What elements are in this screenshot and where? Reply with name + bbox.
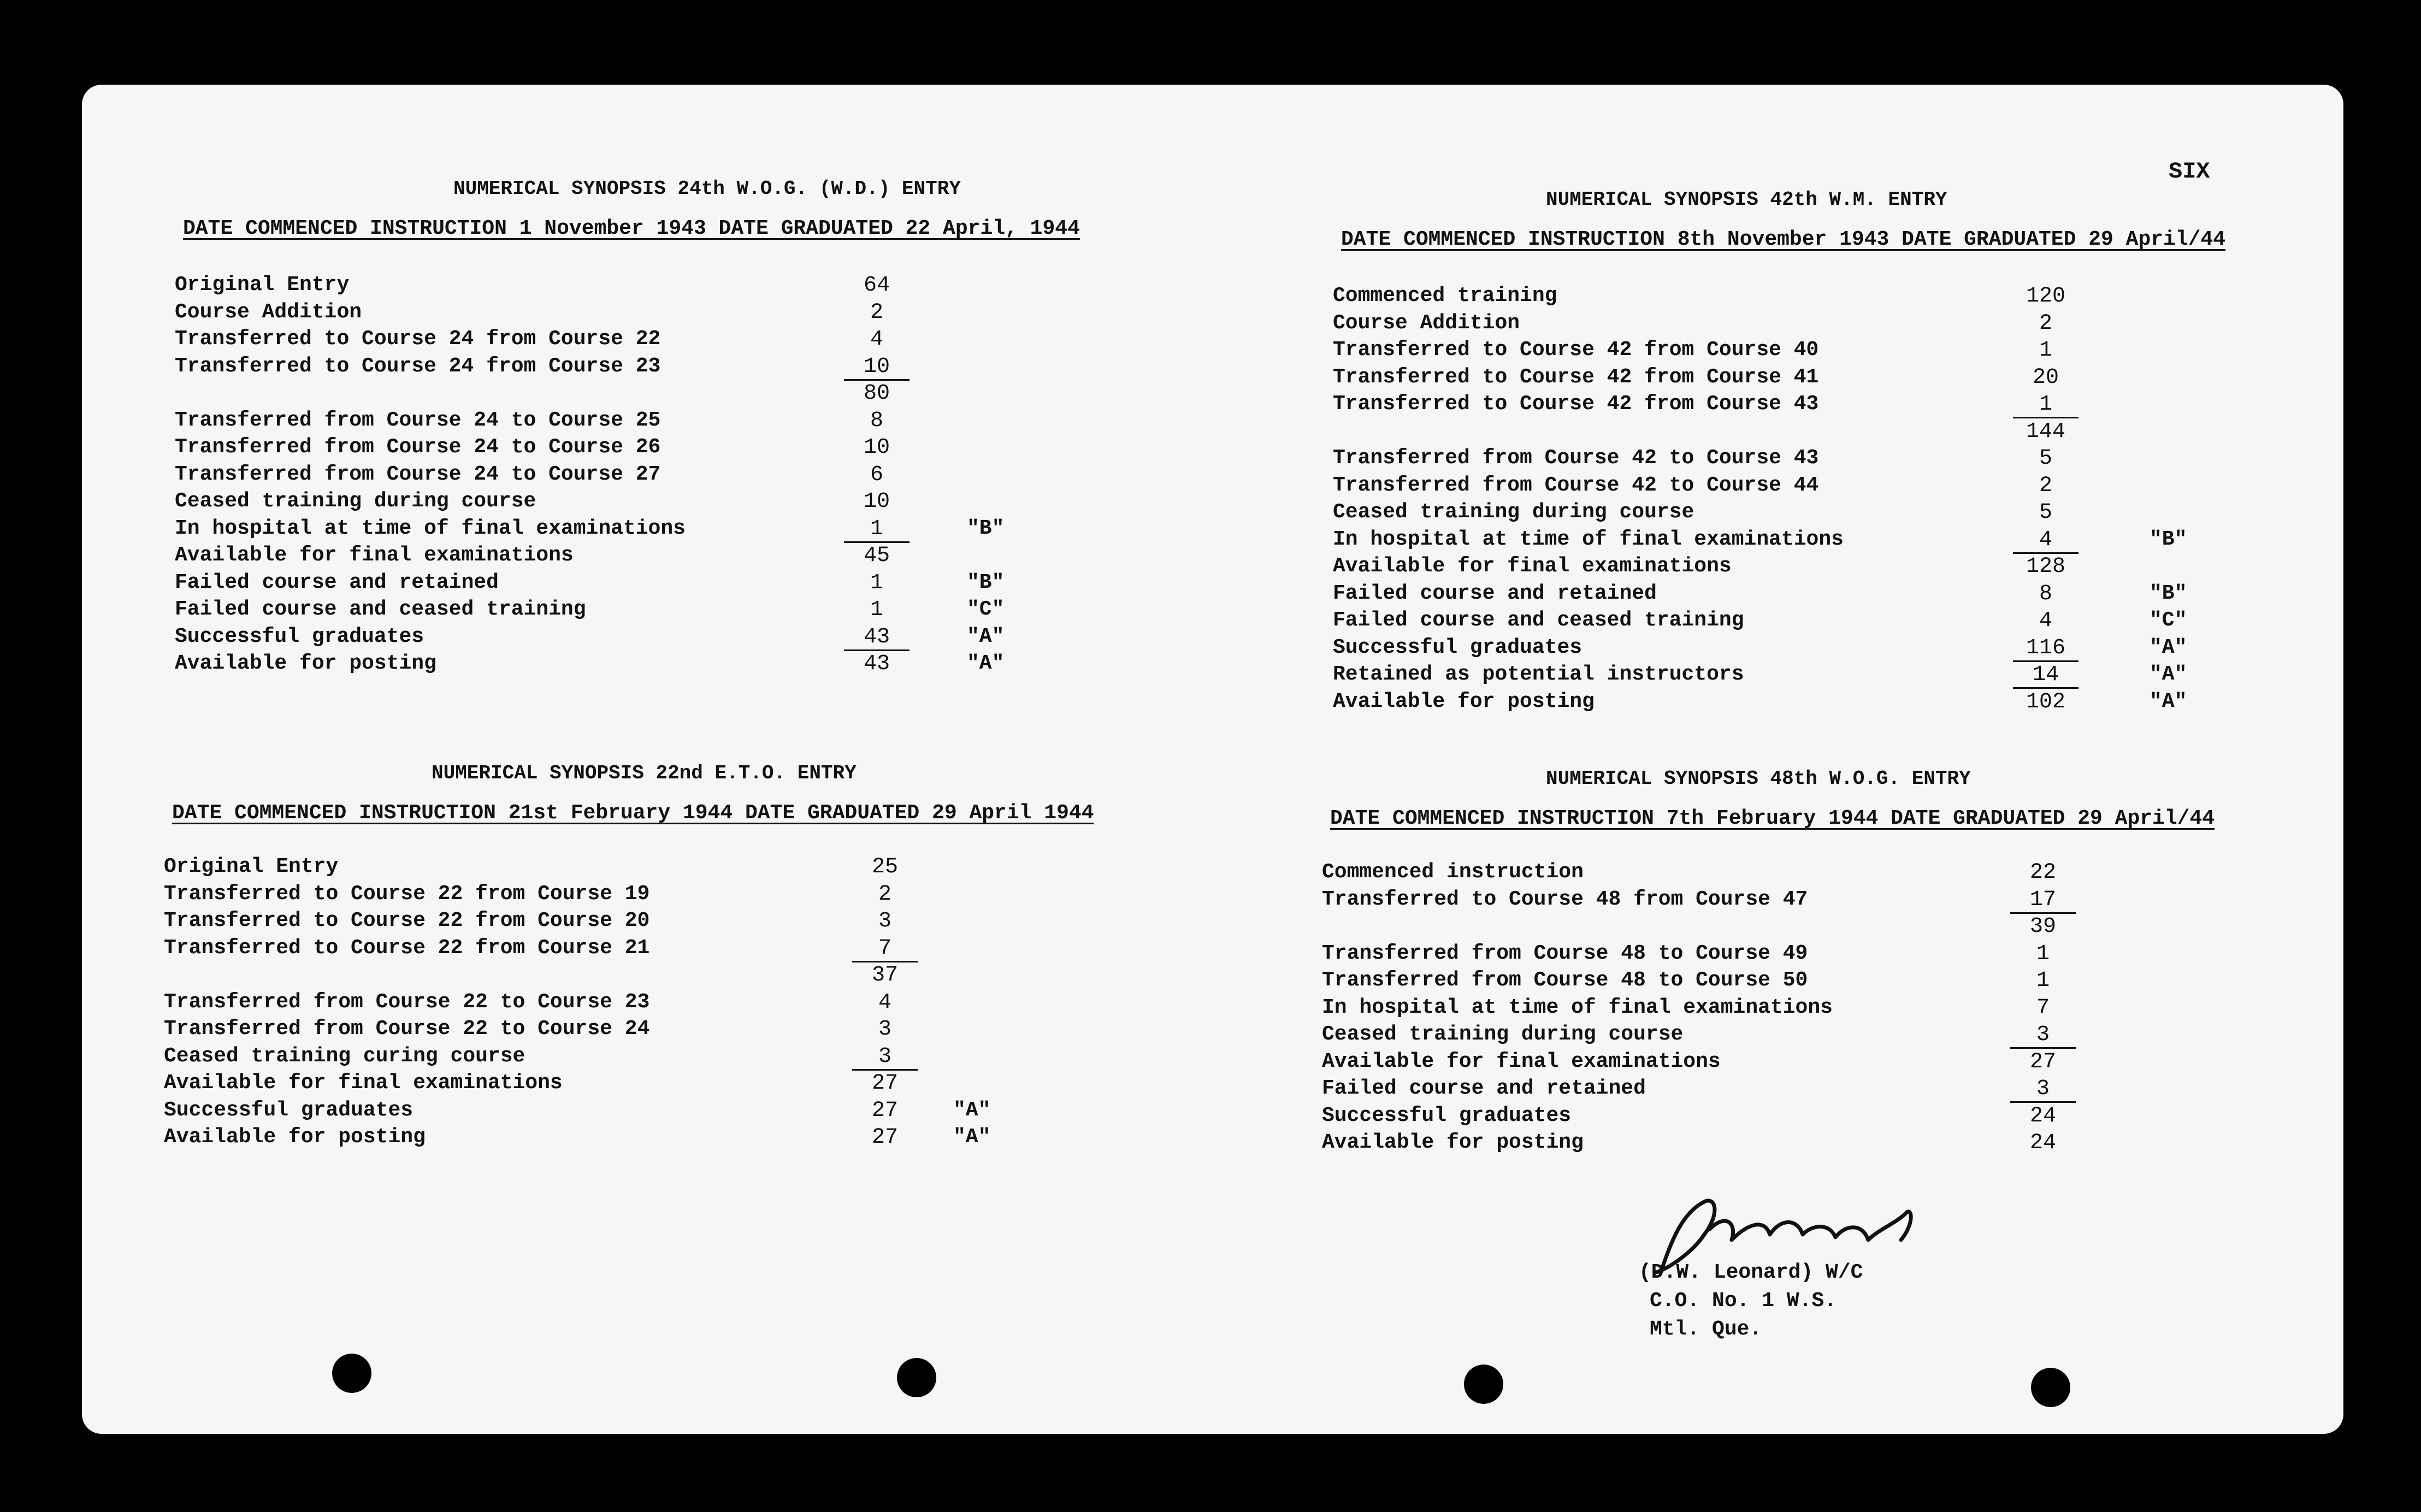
- synopsis-row: [164, 1125, 1202, 1153]
- row-label: Available for posting: [164, 1125, 426, 1149]
- row-grade: "A": [967, 624, 1005, 648]
- section-title: NUMERICAL SYNOPSIS 24th W.O.G. (W.D.) ENTRY: [453, 178, 961, 200]
- row-value: 102: [2026, 689, 2065, 714]
- row-label: Transferred from Course 24 to Course 25: [175, 408, 661, 432]
- synopsis-row: [1322, 968, 2360, 996]
- row-value: 8: [2039, 581, 2052, 606]
- row-value: 8: [870, 408, 883, 433]
- row-value: 1: [2036, 968, 2050, 993]
- section-title: NUMERICAL SYNOPSIS 42th W.M. ENTRY: [1546, 188, 1947, 211]
- row-label: Transferred from Course 22 to Course 23: [164, 990, 650, 1014]
- row-value: 39: [2029, 914, 2056, 939]
- row-value: 5: [2039, 446, 2052, 471]
- row-label: Transferred to Course 22 from Course 19: [164, 882, 650, 906]
- row-label: Successful graduates: [175, 624, 424, 648]
- row-label: Transferred to Course 42 from Course 41: [1333, 365, 1819, 389]
- synopsis-row: [175, 435, 1213, 463]
- row-label: Transferred to Course 42 from Course 40: [1333, 338, 1819, 362]
- row-value: 128: [2026, 554, 2065, 579]
- synopsis-row: [175, 625, 1213, 652]
- row-value: 4: [878, 990, 891, 1015]
- row-label: Available for posting: [1333, 689, 1595, 713]
- synopsis-row: [175, 652, 1213, 679]
- row-label: Original Entry: [175, 273, 350, 297]
- synopsis-row: [1333, 338, 2371, 365]
- synopsis-row: [1322, 1050, 2360, 1077]
- row-grade: "B": [967, 516, 1005, 540]
- punch-hole: [1464, 1365, 1503, 1404]
- synopsis-row: [175, 381, 1213, 409]
- synopsis-row: [1333, 528, 2371, 555]
- signatory-unit: C.O. No. 1 W.S.: [1650, 1289, 1837, 1313]
- row-grade: "B": [967, 570, 1005, 594]
- row-value: 43: [863, 652, 890, 676]
- row-value: 2: [2039, 473, 2052, 498]
- synopsis-row: [1333, 474, 2371, 501]
- row-value: 1: [870, 598, 883, 622]
- punch-hole: [2031, 1368, 2070, 1407]
- synopsis-row: [175, 489, 1213, 517]
- synopsis-row: [1333, 582, 2371, 609]
- synopsis-row: [164, 882, 1202, 909]
- section-date-line: DATE COMMENCED INSTRUCTION 21st February 1944 DATE GRADUATED 29 April 1944: [172, 801, 1094, 825]
- synopsis-row: [175, 327, 1213, 355]
- synopsis-row: [1322, 996, 2360, 1023]
- row-grade: "A": [967, 652, 1005, 675]
- row-label: Original Entry: [164, 855, 339, 878]
- row-grade: "B": [2150, 527, 2187, 551]
- synopsis-row: [1333, 636, 2371, 663]
- row-label: Commenced instruction: [1322, 860, 1584, 884]
- row-label: Transferred to Course 22 from Course 20: [164, 909, 650, 932]
- row-label: Transferred to Course 42 from Course 43: [1333, 392, 1819, 416]
- row-label: Failed course and retained: [1322, 1077, 1646, 1100]
- row-label: Course Addition: [175, 300, 362, 324]
- row-label: Transferred from Course 22 to Course 24: [164, 1017, 650, 1041]
- punch-hole: [332, 1354, 371, 1393]
- section-date-line: DATE COMMENCED INSTRUCTION 8th November 1943 DATE GRADUATED 29 April/44: [1341, 228, 2226, 251]
- row-label: Available for final examinations: [164, 1071, 563, 1095]
- row-value: 4: [870, 327, 883, 352]
- synopsis-row: [1333, 420, 2371, 447]
- row-label: Successful graduates: [164, 1098, 414, 1122]
- page-number: SIX: [2169, 158, 2210, 185]
- row-grade: "A": [2150, 663, 2187, 686]
- row-value: 2: [870, 300, 883, 325]
- section-date-line: DATE COMMENCED INSTRUCTION 7th February 1944 DATE GRADUATED 29 April/44: [1330, 807, 2215, 830]
- row-value: 4: [2013, 528, 2078, 554]
- row-label: In hospital at time of final examinations: [175, 516, 686, 540]
- row-value: 27: [2029, 1049, 2056, 1074]
- section-title: NUMERICAL SYNOPSIS 48th W.O.G. ENTRY: [1546, 767, 1971, 790]
- row-label: Successful graduates: [1322, 1103, 1572, 1127]
- row-value: 17: [2010, 888, 2076, 914]
- synopsis-row: [164, 909, 1202, 936]
- synopsis-row: [1322, 1077, 2360, 1104]
- row-value: 80: [863, 381, 890, 406]
- row-value: 25: [871, 855, 898, 879]
- synopsis-row: [1322, 1104, 2360, 1131]
- synopsis-row: [175, 544, 1213, 571]
- synopsis-row: [1322, 860, 2360, 888]
- row-value: 7: [2036, 995, 2050, 1020]
- row-label: Commenced training: [1333, 284, 1557, 308]
- row-value: 10: [863, 435, 890, 460]
- row-label: Available for final examinations: [1333, 554, 1732, 578]
- row-label: Transferred to Course 24 from Course 22: [175, 327, 661, 351]
- row-label: Transferred to Course 22 from Course 21: [164, 936, 650, 960]
- row-grade: "B": [2150, 581, 2187, 605]
- row-value: 37: [871, 963, 898, 988]
- synopsis-row: [1333, 690, 2371, 717]
- synopsis-row: [164, 1098, 1202, 1126]
- row-value: 120: [2026, 284, 2065, 309]
- synopsis-row: [1333, 446, 2371, 474]
- synopsis-row: [164, 936, 1202, 964]
- synopsis-row: [164, 855, 1202, 882]
- synopsis-row: [175, 598, 1213, 625]
- row-label: Failed course and retained: [175, 570, 499, 594]
- row-value: 4: [2039, 609, 2052, 633]
- synopsis-row: [1333, 365, 2371, 393]
- synopsis-row: [164, 963, 1202, 990]
- synopsis-row: [1333, 311, 2371, 339]
- row-grade: "A": [953, 1098, 991, 1122]
- row-value: 3: [878, 909, 891, 934]
- synopsis-row: [1333, 554, 2371, 582]
- synopsis-row: [175, 273, 1213, 300]
- synopsis-row: [1322, 1023, 2360, 1050]
- row-value: 6: [870, 462, 883, 487]
- punch-hole: [897, 1358, 936, 1397]
- row-label: Available for posting: [1322, 1131, 1584, 1154]
- synopsis-row: [1333, 663, 2371, 690]
- row-grade: "A": [2150, 635, 2187, 659]
- synopsis-row: [1322, 1131, 2360, 1158]
- synopsis-row: [175, 571, 1213, 598]
- synopsis-row: [175, 355, 1213, 382]
- synopsis-row: [164, 990, 1202, 1018]
- synopsis-row: [1333, 392, 2371, 420]
- row-value: 1: [2036, 941, 2050, 966]
- row-value: 3: [2010, 1077, 2076, 1103]
- row-label: Ceased training curing course: [164, 1044, 525, 1068]
- row-value: 10: [863, 489, 890, 514]
- signatory-location: Mtl. Que.: [1650, 1318, 1762, 1341]
- synopsis-row: [175, 300, 1213, 328]
- synopsis-row: [164, 1071, 1202, 1098]
- row-value: 1: [870, 570, 883, 595]
- synopsis-row: [1333, 284, 2371, 311]
- synopsis-row: [175, 463, 1213, 490]
- row-value: 1: [844, 517, 910, 543]
- row-grade: "A": [953, 1125, 991, 1149]
- row-label: Failed course and retained: [1333, 581, 1657, 605]
- row-value: 2: [878, 882, 891, 907]
- row-label: Transferred from Course 24 to Course 26: [175, 435, 661, 459]
- section-date-line: DATE COMMENCED INSTRUCTION 1 November 1943 DATE GRADUATED 22 April, 1944: [183, 217, 1080, 240]
- row-value: 5: [2039, 500, 2052, 525]
- row-value: 27: [871, 1071, 898, 1096]
- section-title: NUMERICAL SYNOPSIS 22nd E.T.O. ENTRY: [432, 762, 857, 784]
- row-label: Transferred from Course 24 to Course 27: [175, 462, 661, 486]
- row-value: 7: [852, 936, 918, 962]
- row-label: Transferred from Course 48 to Course 50: [1322, 968, 1808, 992]
- row-label: Ceased training during course: [175, 489, 536, 513]
- row-label: Available for final examinations: [1322, 1049, 1721, 1073]
- synopsis-row: [164, 1044, 1202, 1072]
- synopsis-row: [175, 517, 1213, 544]
- row-label: Transferred to Course 48 from Course 47: [1322, 887, 1808, 911]
- signatory-name: (D.W. Leonard) W/C: [1639, 1261, 1863, 1284]
- row-value: 10: [844, 355, 910, 381]
- row-value: 3: [852, 1044, 918, 1071]
- row-grade: "C": [967, 598, 1005, 621]
- row-value: 3: [878, 1017, 891, 1042]
- row-value: 144: [2026, 419, 2065, 444]
- synopsis-row: [164, 1017, 1202, 1044]
- synopsis-row: [175, 409, 1213, 436]
- row-value: 20: [2032, 365, 2059, 390]
- row-label: Failed course and ceased training: [1333, 609, 1744, 632]
- row-label: Transferred to Course 24 from Course 23: [175, 354, 661, 378]
- synopsis-row: [1322, 942, 2360, 969]
- row-label: Successful graduates: [1333, 635, 1582, 659]
- synopsis-row: [1333, 609, 2371, 636]
- row-value: 43: [844, 625, 910, 651]
- row-value: 45: [863, 544, 890, 568]
- row-value: 27: [871, 1125, 898, 1150]
- row-value: 1: [2039, 338, 2052, 363]
- row-label: Ceased training during course: [1333, 500, 1694, 524]
- row-value: 1: [2013, 392, 2078, 418]
- synopsis-row: [1333, 500, 2371, 528]
- row-value: 24: [2029, 1103, 2056, 1129]
- row-value: 22: [2029, 860, 2056, 885]
- row-label: Failed course and ceased training: [175, 598, 586, 621]
- row-label: Retained as potential instructors: [1333, 663, 1744, 686]
- row-grade: "A": [2150, 689, 2187, 713]
- row-value: 14: [2013, 663, 2078, 689]
- synopsis-row: [1322, 914, 2360, 942]
- row-label: In hospital at time of final examinations: [1322, 995, 1833, 1019]
- row-grade: "C": [2150, 609, 2187, 632]
- row-label: Transferred from Course 42 to Course 44: [1333, 473, 1819, 497]
- row-label: Available for posting: [175, 652, 436, 675]
- synopsis-row: [1322, 888, 2360, 915]
- row-value: 116: [2013, 636, 2078, 662]
- row-label: Ceased training during course: [1322, 1023, 1684, 1046]
- row-value: 27: [871, 1098, 898, 1123]
- row-label: Course Addition: [1333, 311, 1520, 335]
- row-label: Transferred from Course 48 to Course 49: [1322, 941, 1808, 965]
- row-value: 2: [2039, 311, 2052, 336]
- row-value: 64: [863, 273, 890, 298]
- row-label: Available for final examinations: [175, 544, 574, 567]
- row-label: In hospital at time of final examinations: [1333, 527, 1844, 551]
- row-value: 3: [2010, 1023, 2076, 1049]
- row-label: Transferred from Course 42 to Course 43: [1333, 446, 1819, 470]
- row-value: 24: [2029, 1131, 2056, 1155]
